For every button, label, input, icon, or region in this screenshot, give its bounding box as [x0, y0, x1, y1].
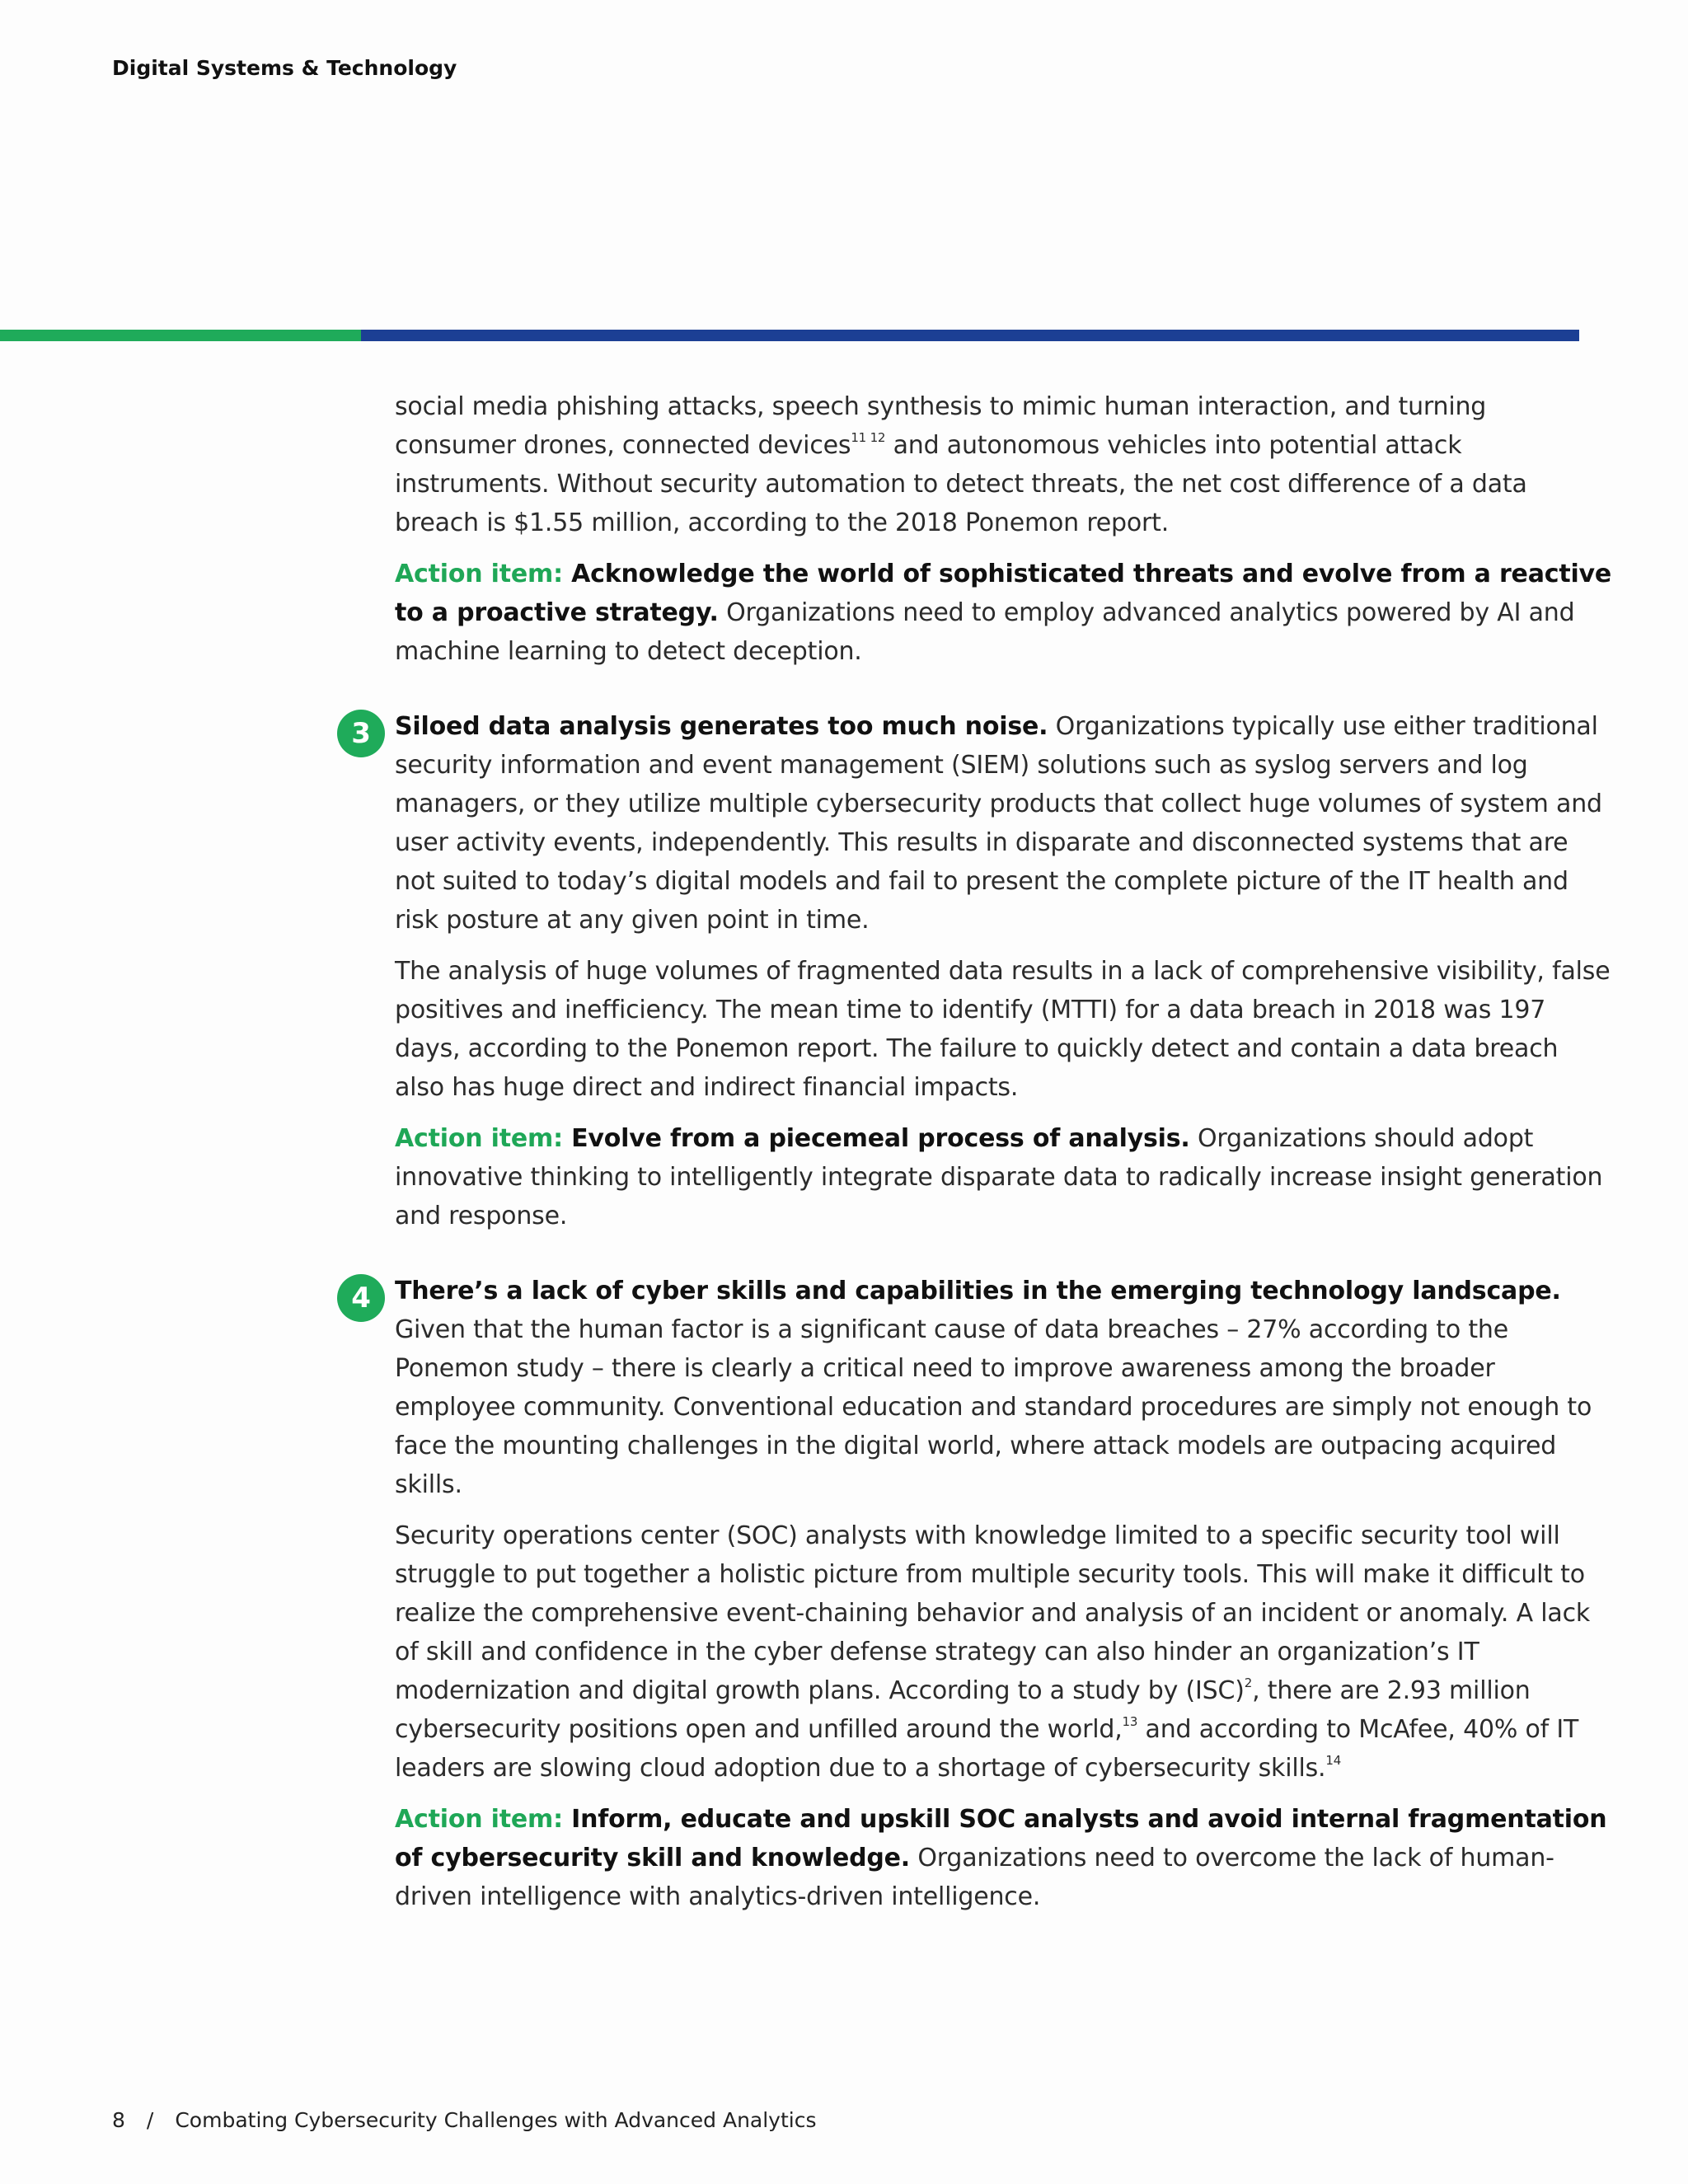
page-number: 8: [112, 2108, 125, 2132]
intro-text-a: social media phishing attacks, speech synthesis to mimic human interaction, and turning consumer drones, connected devices: [395, 392, 1487, 460]
intro-paragraph: [395, 387, 1615, 542]
footnote-ref: 11 12: [851, 430, 886, 445]
page-footer: [112, 2108, 817, 2132]
item3-action-item: [395, 1119, 1615, 1235]
footer-separator: /: [146, 2108, 154, 2132]
header-rule-blue: [361, 330, 1579, 341]
item4-paragraph-1: [395, 1272, 1615, 1504]
numbered-item-4: [351, 1272, 1615, 1916]
action-item-heading: Inform, educate and upskill SOC analysts and avoid internal fragmentation of cybersecurity skill and knowledge.: [395, 1805, 1607, 1872]
numbered-item-3: [351, 707, 1615, 1235]
item3-paragraph-1: [395, 707, 1615, 940]
header-rule-green: [0, 330, 361, 341]
body-content: [351, 387, 1615, 1929]
action-item-label: Action item:: [395, 1805, 572, 1834]
action-item-text: Organizations should adopt innovative thinking to intelligently integrate disparate data to radically increase insight generation and response.: [395, 1124, 1603, 1230]
item4-text-a: Security operations center (SOC) analysts with knowledge limited to a specific security tool will struggle to put together a holistic picture from multiple security tools. This will make it difficult to realize the comprehensive event-chaining behavior and analysis of an incident or anomaly. A lack of skill and confidence in the cyber defense strategy can also hinder an organization’s IT modernization and digital growth plans. According to a study by (ISC): [395, 1521, 1591, 1705]
item3-paragraph-2: The analysis of huge volumes of fragmented data results in a lack of comprehensive visibility, false positives and inefficiency. The mean time to identify (MTTI) for a data breach in 2018 was 197 days, according to the Ponemon report. The failure to quickly detect and contain a data breach also has huge direct and indirect financial impacts.: [395, 957, 1611, 1102]
number-badge-3: 3: [337, 710, 385, 757]
document-title: Combating Cybersecurity Challenges with Advanced Analytics: [175, 2108, 817, 2132]
item3-heading: Siloed data analysis generates too much noise.: [395, 712, 1048, 741]
item4-text-c: and according to McAfee, 40% of IT leaders are slowing cloud adoption due to a shortage of cybersecurity skills.: [395, 1715, 1579, 1783]
number-badge-4: 4: [337, 1274, 385, 1322]
action-item-text: Organizations need to employ advanced analytics powered by AI and machine learning to detect deception.: [395, 598, 1575, 666]
superscript: 2: [1244, 1675, 1253, 1690]
intro-action-item: [395, 555, 1615, 671]
action-item-label: Action item:: [395, 1124, 572, 1153]
action-item-text: Organizations need to overcome the lack of human-driven intelligence with analytics-driven intelligence.: [395, 1844, 1554, 1911]
item4-text: Given that the human factor is a significant cause of data breaches – 27% according to the Ponemon study – there is clearly a critical need to improve awareness among the broader employee community. Conventional education and standard procedures are simply not enough to face the mounting challenges in the digital world, where attack models are outpacing acquired skills.: [395, 1315, 1592, 1499]
intro-text-b: and autonomous vehicles into potential attack instruments. Without security automation to detect threats, the net cost difference of a data breach is $1.55 million, according to the 2018 Ponemon report.: [395, 431, 1527, 537]
item4-text-b: , there are 2.93 million cybersecurity positions open and unfilled around the world,: [395, 1676, 1531, 1744]
item4-paragraph-2: [395, 1516, 1615, 1788]
action-item-label: Action item:: [395, 560, 572, 588]
footnote-ref: 13: [1122, 1714, 1138, 1729]
action-item-heading: Acknowledge the world of sophisticated threats and evolve from a reactive to a proactive strategy.: [395, 560, 1612, 627]
header-title: Digital Systems & Technology: [112, 56, 457, 80]
footnote-ref: 14: [1325, 1753, 1342, 1768]
item4-action-item: [395, 1800, 1615, 1916]
item3-text: Organizations typically use either traditional security information and event management (SIEM) solutions such as syslog servers and log managers, or they utilize multiple cybersecurity products that collect huge volumes of system and user activity events, independently. This results in disparate and disconnected systems that are not suited to today’s digital models and fail to present the complete picture of the IT health and risk posture at any given point in time.: [395, 712, 1602, 935]
item4-heading: There’s a lack of cyber skills and capabilities in the emerging technology landscape.: [395, 1277, 1561, 1305]
action-item-heading: Evolve from a piecemeal process of analysis.: [571, 1124, 1190, 1153]
